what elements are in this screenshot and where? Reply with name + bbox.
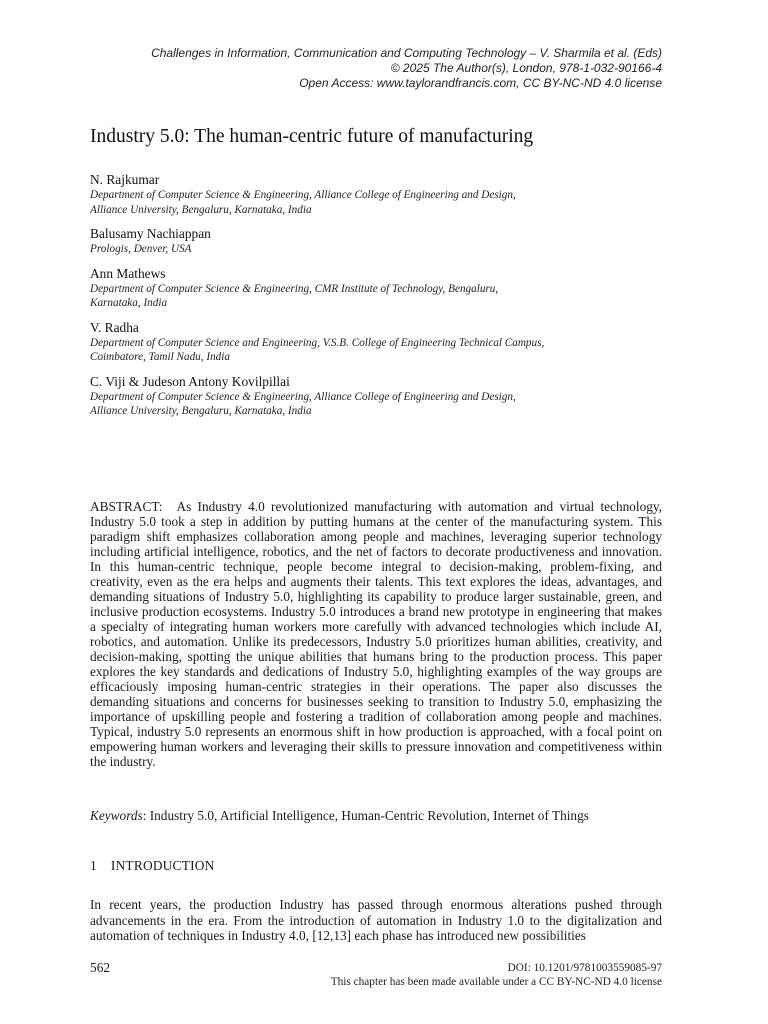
affiliation-line: Alliance University, Bengaluru, Karnataka, India: [90, 203, 312, 216]
keywords: [90, 808, 662, 823]
section-number: 1: [90, 858, 97, 873]
author-name: Ann Mathews: [90, 265, 166, 281]
author-name: V. Radha: [90, 319, 139, 335]
affiliation-line: Prologis, Denver, USA: [90, 243, 192, 255]
author-name: Balusamy Nachiappan: [90, 226, 211, 241]
affiliation-line: Karnataka, India: [90, 297, 168, 309]
author-block: [90, 374, 662, 419]
author-block: [90, 266, 662, 311]
header-book-line: Challenges in Information, Communication and Computing Technology – V. Sharmila et al. (Eds): [151, 46, 662, 60]
author-affiliation: [90, 188, 662, 217]
author-block: [90, 172, 662, 217]
header-open-access-line: Open Access: www.taylorandfrancis.com, CC BY-NC-ND 4.0 license: [299, 76, 662, 90]
affiliation-line: Coimbatore, Tamil Nadu, India: [90, 351, 230, 363]
abstract-text: As Industry 4.0 revolutionized manufacturing with automation and virtual technology, Industry 5.0 took a step in addition by putting humans at the center of the manufacturing system. This paradigm shift emphasizes collaboration among people and machines, leveraging superior technology including artificial intelligence, robotics, and the net of factors to decorate productiveness and innovation. In this human-centric technique, people become integral to decision-making, problem-fixing, and creativity, even as the era helps and augments their talents. This text explores the ideas, advantages, and demanding situations of Industry 5.0, highlighting its capability to produce larger sustainable, green, and inclusive production ecosystems. Industry 5.0 introduces a brand new prototype in engineering that makes a specialty of integrating human workers more carefully with advanced technologies which include AI, robotics, and automation. Unlike its predecessors, Industry 5.0 prioritizes human abilities, creativity, and decision-making, spotting the unique abilities that humans bring to the production process. This paper explores the key standards and dedications of Industry 5.0, highlighting examples of the way groups are efficaciously imposing human-centric strategies in their operations. The paper also discusses the demanding situations and concerns for businesses seeking to transition to Industry 5.0, emphasizing the importance of upskilling people and fostering a tradition of collaboration among people and machines. Typical, industry 5.0 represents an enormous shift in how production is approached, with a focal point on empowering human workers and leveraging their skills to pressure innovation and competitiveness within the industry.: [90, 499, 662, 769]
author-affiliation: [90, 390, 662, 419]
author-affiliation: [90, 242, 662, 257]
paper-page: [90, 0, 662, 1024]
footer-doi-block: [90, 961, 662, 989]
author-name: N. Rajkumar: [90, 172, 160, 187]
affiliation-line: Department of Computer Science & Engineering, Alliance College of Engineering and Design,: [90, 189, 516, 201]
keywords-label: Keywords: [90, 808, 143, 824]
section-title: INTRODUCTION: [110, 858, 215, 873]
header-copyright-line: © 2025 The Author(s), London, 978-1-032-90166-4: [390, 61, 662, 75]
affiliation-line: Department of Computer Science and Engineering, V.S.B. College of Engineering Technical Campus,: [90, 336, 545, 349]
author-list: [90, 172, 662, 428]
author-block: [90, 320, 662, 365]
author-block: [90, 226, 662, 257]
intro-paragraph: In recent years, the production Industry has passed through enormous alterations pushed through advancements in the era. From the introduction of automation in Industry 1.0 to the digitalization and automation of techniques in Industry 4.0, [12,13] each phase has introduced new possibilities: [90, 897, 662, 943]
affiliation-line: Department of Computer Science & Engineering, CMR Institute of Technology, Bengaluru,: [90, 282, 499, 295]
running-header: [90, 46, 662, 91]
author-affiliation: [90, 336, 662, 365]
section-heading: [90, 858, 214, 874]
page-number: 562: [90, 960, 111, 975]
author-affiliation: [90, 282, 662, 311]
keywords-text: : Industry 5.0, Artificial Intelligence, Human-Centric Revolution, Internet of Things: [142, 808, 589, 824]
author-name: C. Viji & Judeson Antony Kovilpillai: [90, 373, 290, 389]
doi-text: DOI: 10.1201/9781003559085-97: [507, 962, 662, 974]
abstract-label: ABSTRACT:: [90, 499, 163, 515]
affiliation-line: Department of Computer Science & Engineering, Alliance College of Engineering and Design,: [90, 390, 516, 403]
abstract: [90, 500, 662, 769]
paper-title: Industry 5.0: The human-centric future of manufacturing: [90, 126, 534, 147]
affiliation-line: Alliance University, Bengaluru, Karnataka, India: [90, 405, 312, 417]
license-text: This chapter has been made available under a CC BY-NC-ND 4.0 license: [330, 976, 662, 988]
